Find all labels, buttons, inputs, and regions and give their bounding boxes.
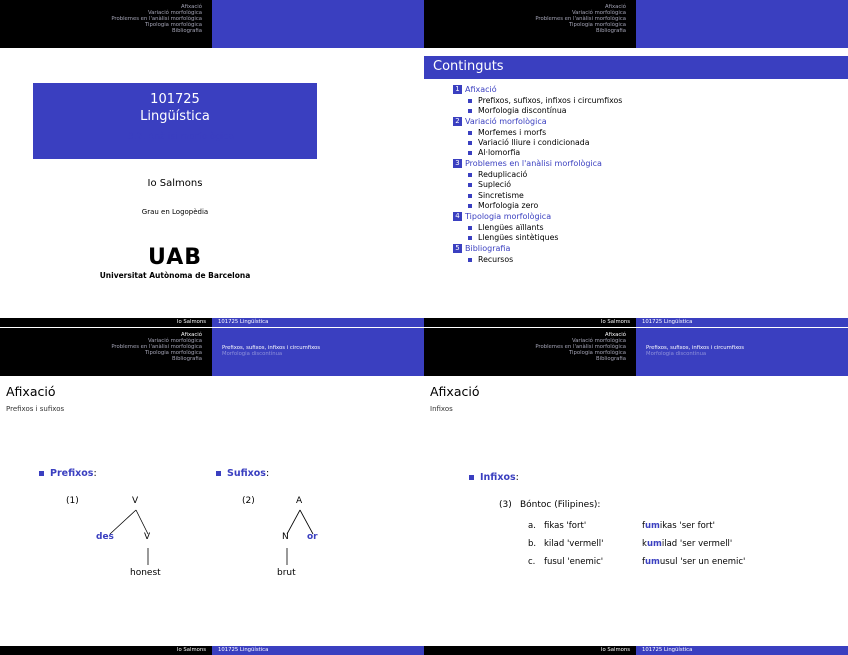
slide-footer (424, 318, 848, 327)
toc-subsection[interactable] (453, 106, 622, 116)
nav-section-link[interactable]: Afixació (605, 4, 626, 10)
nav-section-link[interactable]: Variació morfològica (147, 10, 202, 16)
frame-title: Afixació (430, 384, 480, 399)
tree-root-label: V (132, 496, 139, 506)
degree-name: Grau en Logopèdia (141, 208, 209, 216)
toc-section-title: Variació morfològica (465, 117, 547, 127)
toc-subsection[interactable] (453, 170, 622, 180)
section-title: 3.2. Anàlisi morfològica (128, 132, 234, 142)
toc-subsection-label: Morfologia zero (478, 200, 539, 210)
nav-section-link[interactable]: Tipologia morfològica (144, 22, 202, 28)
language-label: Bóntoc (Filipines): (520, 500, 601, 510)
infixed-rest: ilad 'ser vermell' (661, 539, 733, 549)
bullet-square-icon (468, 141, 472, 145)
toc-subsection[interactable] (453, 148, 622, 158)
toc-section[interactable] (453, 243, 622, 255)
toc-subsection-label: Llengües sintètiques (478, 232, 559, 242)
author-name: Io Salmons (147, 178, 203, 189)
prefix-des: des (96, 532, 114, 542)
toc-subsection-label: Morfologia discontínua (478, 105, 567, 115)
suffix-or: or (307, 532, 318, 542)
heading-colon: : (515, 472, 519, 483)
section-number: 3 (453, 159, 462, 168)
row-letter: c. (528, 557, 536, 567)
row-letter: b. (528, 539, 537, 549)
infixed-onset: f (642, 557, 645, 567)
nav-section-link[interactable]: Bibliografia (595, 28, 626, 34)
nav-section-link[interactable]: Bibliografia (171, 28, 202, 34)
toc-subsection[interactable] (453, 223, 622, 233)
toc-subsection[interactable] (453, 96, 622, 106)
toc-section-title: Tipologia morfològica (465, 212, 552, 222)
frame-title: Continguts (433, 59, 504, 74)
slide-header (0, 0, 424, 48)
bullet-square-icon (216, 471, 221, 476)
infixed-onset: f (642, 521, 645, 531)
base-form: fikas 'fort' (544, 521, 587, 531)
nav-subsection-link[interactable]: Prefixos, sufixos, infixos i circumfixos (222, 345, 321, 351)
bullet-square-icon (468, 173, 472, 177)
row-letter: a. (528, 521, 536, 531)
title-box (33, 83, 317, 159)
infix-bullet (469, 472, 519, 483)
course-code: 101725 (150, 92, 200, 107)
nav-section-link[interactable]: Tipologia morfològica (568, 22, 626, 28)
bullet-square-icon (468, 183, 472, 187)
toc-subsection-label: Morfemes i morfs (478, 127, 547, 137)
toc-subsection-label: Recursos (478, 254, 514, 264)
suffix-heading: Sufixos (227, 468, 266, 479)
contents-slide (424, 0, 848, 327)
footer-author: Io Salmons (0, 318, 212, 327)
slide-footer (424, 646, 848, 655)
nav-section-link[interactable]: Bibliografia (595, 356, 626, 362)
tree-node-label: N (282, 532, 289, 542)
nav-section-link[interactable]: Variació morfològica (571, 338, 626, 344)
infixed-form (642, 521, 715, 531)
infix-heading: Infixos (480, 472, 516, 483)
tree-node-label: V (144, 532, 151, 542)
slide-header (424, 328, 848, 376)
example-number: (2) (242, 496, 255, 506)
header-subsection-nav (646, 345, 744, 357)
header-section-nav (0, 0, 212, 48)
footer-author: Io Salmons (424, 318, 636, 327)
slide-footer (0, 318, 424, 327)
section-number: 1 (453, 85, 462, 94)
toc-subsection[interactable] (453, 255, 622, 265)
prefixes-suffixes-slide (0, 328, 424, 655)
example-number: (3) (499, 500, 512, 510)
toc-subsection[interactable] (453, 201, 622, 211)
tree-leaf-label: honest (130, 568, 161, 578)
tree-root-label: A (296, 496, 303, 506)
infix-um: um (645, 557, 660, 567)
uab-logo (33, 246, 317, 280)
toc-section[interactable] (453, 84, 622, 96)
infixed-rest: ikas 'ser fort' (659, 521, 715, 531)
bullet-square-icon (468, 131, 472, 135)
footer-author: Io Salmons (424, 646, 636, 655)
footer-course: 101725 Lingüística (642, 647, 693, 653)
infix-um: um (645, 521, 660, 531)
example-number: (1) (66, 496, 79, 506)
frame-subtitle: Prefixos i sufixos (6, 405, 65, 413)
frame-title-bar (424, 56, 848, 79)
prefix-bullet (39, 468, 97, 479)
bullet-square-icon (468, 258, 472, 262)
bullet-square-icon (469, 475, 474, 480)
nav-section-link[interactable]: Afixació (181, 332, 202, 338)
toc-subsection-label: Al·lomorfia (478, 148, 521, 158)
header-subsection-nav (222, 345, 320, 357)
prefix-heading: Prefixos (50, 468, 94, 479)
toc-section-title: Afixació (465, 85, 497, 94)
footer-author: Io Salmons (0, 646, 212, 655)
nav-section-link[interactable]: Problemes en l'anàlisi morfològica (535, 344, 626, 350)
bullet-square-icon (468, 99, 472, 103)
toc-section-title: Problemes en l'anàlisi morfològica (465, 159, 602, 169)
header-section-nav (424, 0, 636, 48)
toc-section[interactable] (453, 211, 622, 223)
slide-header (0, 328, 424, 376)
tree-leaf-label: brut (277, 568, 296, 578)
infixed-onset: k (642, 539, 647, 549)
infixed-rest: usul 'ser un enemic' (659, 557, 746, 567)
nav-section-link[interactable]: Tipologia morfològica (144, 350, 202, 356)
bullet-square-icon (468, 204, 472, 208)
nav-section-link[interactable]: Problemes en l'anàlisi morfològica (111, 16, 202, 22)
title-slide (0, 0, 424, 327)
nav-section-link[interactable]: Variació morfològica (147, 338, 202, 344)
table-of-contents (453, 84, 622, 265)
slide-footer (0, 646, 424, 655)
header-section-nav (0, 328, 212, 376)
bullet-square-icon (468, 109, 472, 113)
course-name: Lingüística (140, 109, 210, 124)
toc-subsection[interactable] (453, 128, 622, 138)
heading-colon: : (93, 468, 97, 479)
toc-section[interactable] (453, 116, 622, 128)
toc-subsection[interactable] (453, 233, 622, 243)
nav-section-link[interactable]: Tipologia morfològica (568, 350, 626, 356)
base-form: kilad 'vermell' (544, 539, 604, 549)
footer-course: 101725 Lingüística (218, 319, 269, 325)
infix-um: um (646, 539, 662, 549)
nav-section-link[interactable]: Variació morfològica (571, 10, 626, 16)
toc-subsection[interactable] (453, 138, 622, 148)
bullet-square-icon (468, 194, 472, 198)
base-form: fusul 'enemic' (544, 557, 604, 567)
frame-subtitle: Infixos (430, 405, 453, 413)
section-number: 4 (453, 212, 462, 221)
toc-subsection-label: Reduplicació (478, 169, 528, 179)
nav-section-link[interactable]: Problemes en l'anàlisi morfològica (111, 344, 202, 350)
logo-text: UAB (148, 245, 202, 270)
bullet-square-icon (39, 471, 44, 476)
heading-colon: : (265, 468, 270, 479)
nav-subsection-link[interactable]: Morfologia discontínua (222, 351, 283, 357)
footer-course: 101725 Lingüística (218, 647, 269, 653)
section-number: 2 (453, 117, 462, 126)
bullet-square-icon (468, 236, 472, 240)
toc-subsection-label: Variació lliure i condicionada (478, 137, 590, 147)
nav-subsection-link[interactable]: Morfologia discontínua (646, 351, 707, 357)
toc-subsection[interactable] (453, 180, 622, 190)
suffix-bullet (216, 468, 269, 479)
infixed-form (642, 539, 732, 549)
nav-section-link[interactable]: Afixació (605, 332, 626, 338)
toc-section[interactable] (453, 158, 622, 170)
bullet-square-icon (468, 226, 472, 230)
nav-section-link[interactable]: Bibliografia (171, 356, 202, 362)
toc-subsection-label: Sincretisme (478, 190, 524, 200)
footer-course: 101725 Lingüística (642, 319, 693, 325)
slide-header (424, 0, 848, 48)
nav-section-link[interactable]: Afixació (181, 4, 202, 10)
section-number: 5 (453, 244, 462, 253)
nav-subsection-link[interactable]: Prefixos, sufixos, infixos i circumfixos (646, 345, 745, 351)
infixes-slide (424, 328, 848, 655)
bullet-square-icon (468, 151, 472, 155)
toc-subsection-label: Llengües aïllants (478, 222, 544, 232)
nav-section-link[interactable]: Problemes en l'anàlisi morfològica (535, 16, 626, 22)
toc-section-title: Bibliografia (465, 244, 511, 254)
logo-university: Universitat Autònoma de Barcelona (99, 271, 251, 280)
toc-subsection-label: Prefixos, sufixos, infixos i circumfixos (478, 95, 623, 105)
infixed-form (642, 557, 745, 567)
header-section-nav (424, 328, 636, 376)
toc-subsection[interactable] (453, 191, 622, 201)
frame-title: Afixació (6, 384, 56, 399)
toc-subsection-label: Supleció (478, 180, 512, 190)
